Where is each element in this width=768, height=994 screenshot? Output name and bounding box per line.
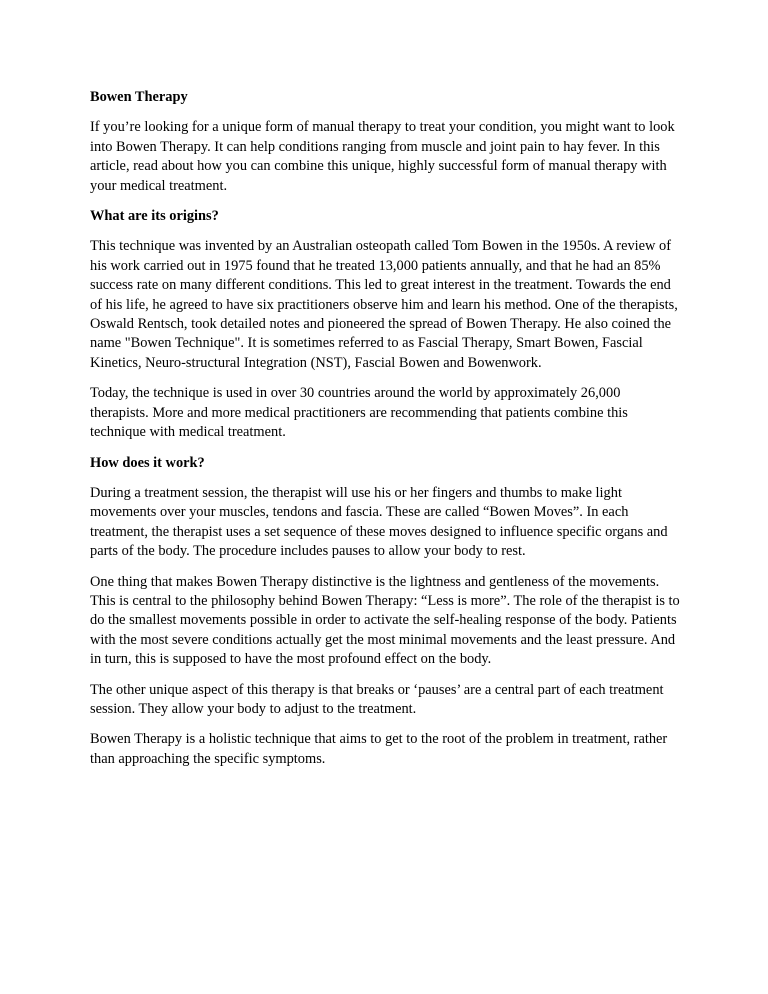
how-it-works-paragraph-4: Bowen Therapy is a holistic technique that aims to get to the root of the problem in treatment, rather than approaching the specific symptoms.: [90, 731, 668, 767]
how-it-works-paragraph-3: The other unique aspect of this therapy is that breaks or ‘pauses’ are a central part of each treatment session. They allow your body to adjust to the treatment.: [90, 681, 664, 717]
section-heading-how-it-works: How does it work?: [90, 454, 205, 471]
document-title: Bowen Therapy: [90, 89, 188, 105]
how-it-works-paragraph-1: During a treatment session, the therapist will use his or her fingers and thumbs to make light movements over your muscles, tendons and fascia. These are called “Bowen Moves”. In each treatment, the therapist uses a set sequence of these moves designed to influence specific organs and parts of the body. The procedure includes pauses to allow your body to rest.: [90, 484, 668, 560]
section-heading-origins: What are its origins?: [90, 208, 219, 225]
origins-paragraph-1: This technique was invented by an Australian osteopath called Tom Bowen in the 1950s. A review of his work carried out in 1975 found that he treated 13,000 patients annually, and that he had an 85% success rate on many different conditions. This led to great interest in the treatment. Towards the end of his life, he agreed to have six practitioners observe him and learn his method. One of the therapists, Oswald Rentsch, took detailed notes and pioneered the spread of Bowen Therapy. He also coined the name "Bowen Technique". It is sometimes referred to as Fascial Therapy, Smart Bowen, Fascial Kinetics, Neuro-structural Integration (NST), Fascial Bowen and Bowenwork.: [90, 238, 678, 371]
origins-paragraph-2: Today, the technique is used in over 30 countries around the world by approximately 26,000 therapists. More and more medical practitioners are recommending that patients combine this technique with medical treatment.: [90, 385, 628, 441]
document-body: [90, 88, 680, 780]
how-it-works-paragraph-2: One thing that makes Bowen Therapy distinctive is the lightness and gentleness of the movements. This is central to the philosophy behind Bowen Therapy: “Less is more”. The role of the therapist is to do the smallest movements possible in order to activate the self-healing response of the body. Patients with the most severe conditions actually get the most minimal movements and the least pressure. And in turn, this is supposed to have the most profound effect on the body.: [90, 573, 680, 668]
intro-paragraph: If you’re looking for a unique form of manual therapy to treat your condition, you might want to look into Bowen Therapy. It can help conditions ranging from muscle and joint pain to hay fever. In this article, read about how you can combine this unique, highly successful form of manual therapy with your medical treatment.: [90, 119, 675, 194]
